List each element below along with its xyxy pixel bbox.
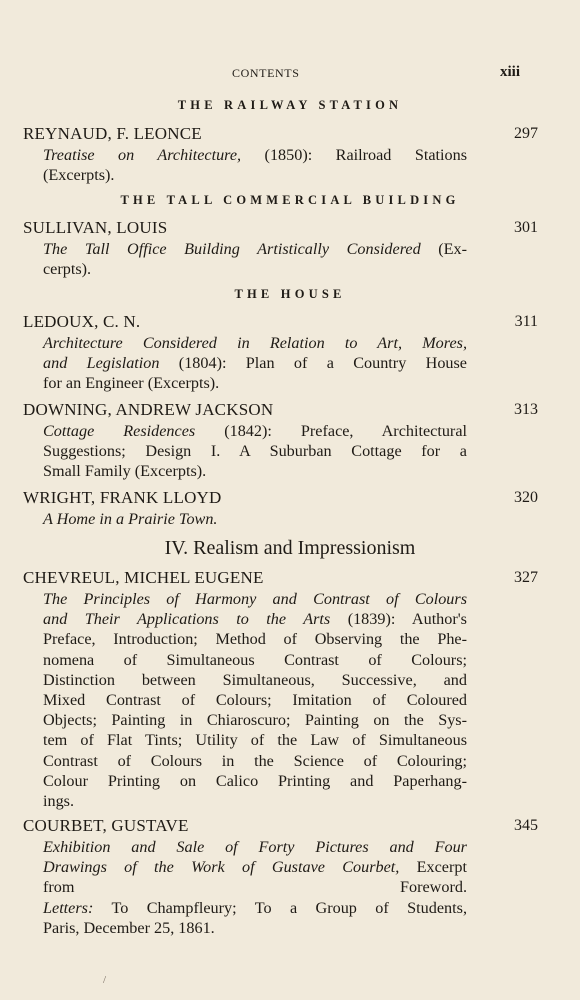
description-text: Colour Printing on Calico Printing and Paperhang- xyxy=(43,771,467,790)
description-text: To Champfleury; To a Group of Students, xyxy=(93,898,467,917)
entry-author: CHEVREUL, MICHEL EUGENE xyxy=(23,568,264,587)
entry-description xyxy=(43,333,467,394)
italic-title-text: Treatise on Architecture, xyxy=(43,146,242,164)
page-mark: / xyxy=(103,974,107,986)
description-line xyxy=(43,165,467,185)
entry-author: LEDOUX, C. N. xyxy=(23,312,141,331)
description-line xyxy=(43,259,467,279)
entry-description xyxy=(43,837,467,938)
description-text: (1839): Author's xyxy=(330,610,467,629)
entry-wright xyxy=(23,487,558,529)
italic-title-text: and Legislation xyxy=(43,354,160,373)
description-text: Mixed Contrast of Colours; Imitation of Coloured xyxy=(43,691,467,710)
entry-description xyxy=(43,239,467,279)
description-line xyxy=(43,353,467,373)
description-line xyxy=(43,509,467,529)
entry-author: SULLIVAN, LOUIS xyxy=(23,218,168,237)
description-text: Preface, Introduction; Method of Observing the Phe- xyxy=(43,630,467,649)
description-text: Suggestions; Design I. A Suburban Cottage for a xyxy=(43,442,467,461)
entry-sullivan xyxy=(23,217,558,279)
entry-author: REYNAUD, F. LEONCE xyxy=(23,124,202,143)
entry-author: WRIGHT, FRANK LLOYD xyxy=(23,488,222,507)
italic-title-text: Cottage Residences xyxy=(43,422,196,440)
entry-page-number: 297 xyxy=(514,125,538,142)
description-line xyxy=(43,441,467,461)
description-line xyxy=(43,771,467,791)
description-line xyxy=(43,690,467,710)
description-text: Small Family (Excerpts). xyxy=(43,462,207,481)
description-text: (1804): Plan of a Country House xyxy=(159,354,467,373)
italic-title-text: Architecture Considered in Relation to Art, Mores, xyxy=(43,334,467,352)
description-line xyxy=(43,837,467,857)
italic-title-text: A Home in a Prairie Town. xyxy=(43,510,218,528)
entry-page-number: 313 xyxy=(514,401,538,418)
entry-courbet xyxy=(23,815,558,938)
description-text: (1850): Railroad Stations xyxy=(241,146,468,164)
description-line xyxy=(43,461,467,481)
entry-author: DOWNING, ANDREW JACKSON xyxy=(23,400,274,419)
description-line xyxy=(43,898,467,918)
entry-chevreul xyxy=(23,567,558,811)
entry-reynaud xyxy=(23,123,558,185)
entry-description xyxy=(43,589,467,811)
description-text: Excerpt xyxy=(399,858,467,877)
description-text: (Ex- xyxy=(420,240,467,258)
description-line xyxy=(43,609,467,629)
description-line xyxy=(43,918,467,938)
italic-title-text: Drawings of the Work of Gustave Courbet, xyxy=(43,858,400,877)
section-heading-tall-commercial-building: THE TALL COMMERCIAL BUILDING xyxy=(120,193,460,207)
running-head-title: CONTENTS xyxy=(232,66,300,80)
description-line xyxy=(43,670,467,690)
part-heading-realism-impressionism: IV. Realism and Impressionism xyxy=(164,537,416,559)
description-line xyxy=(43,730,467,750)
description-text: Objects; Painting in Chiaroscuro; Painting on the Sys- xyxy=(43,711,467,730)
italic-title-text: The Tall Office Building Artistically Considered xyxy=(43,240,421,258)
description-line xyxy=(43,751,467,771)
description-line xyxy=(43,791,467,811)
description-line xyxy=(43,145,467,165)
description-line xyxy=(43,333,467,353)
description-line xyxy=(43,710,467,730)
entry-description xyxy=(43,421,467,482)
entry-page-number: 311 xyxy=(514,313,538,330)
running-head xyxy=(0,66,580,86)
description-text: for an Engineer (Excerpts). xyxy=(43,374,220,393)
entry-downing xyxy=(23,399,558,482)
description-line xyxy=(43,421,467,441)
entry-ledoux xyxy=(23,311,558,394)
entry-page-number: 320 xyxy=(514,489,538,506)
section-heading-house: THE HOUSE xyxy=(234,287,346,301)
entry-description xyxy=(43,145,467,185)
description-text: (Excerpts). xyxy=(43,166,115,185)
description-line xyxy=(43,589,467,609)
description-line xyxy=(43,239,467,259)
italic-title-text: Exhibition and Sale of Forty Pictures and Four xyxy=(43,838,467,856)
description-line xyxy=(43,877,467,897)
italic-title-text: The Principles of Harmony and Contrast of Colours xyxy=(43,590,467,608)
entry-page-number: 301 xyxy=(514,219,538,236)
description-text: Distinction between Simultaneous, Successive, and xyxy=(43,670,467,689)
section-heading-railway-station: THE RAILWAY STATION xyxy=(177,98,403,112)
running-head-page-number: xiii xyxy=(500,64,521,80)
entry-page-number: 345 xyxy=(514,817,538,834)
description-text: (1842): Preface, Architectural xyxy=(195,422,468,440)
entry-description xyxy=(43,509,467,529)
description-text: Paris, December 25, 1861. xyxy=(43,918,215,937)
description-line xyxy=(43,629,467,649)
description-text: nomena of Simultaneous Contrast of Colours; xyxy=(43,650,467,669)
description-line xyxy=(43,373,467,393)
description-text: from Foreword. xyxy=(43,878,467,897)
description-line xyxy=(43,650,467,670)
description-text: tem of Flat Tints; Utility of the Law of Simultaneous xyxy=(43,731,467,750)
entry-page-number: 327 xyxy=(514,569,538,586)
description-text: ings. xyxy=(43,792,75,811)
entry-author: COURBET, GUSTAVE xyxy=(23,816,189,835)
description-text: cerpts). xyxy=(43,260,92,279)
italic-title-text: Letters: xyxy=(43,898,94,917)
description-line xyxy=(43,857,467,877)
description-text: Contrast of Colours in the Science of Colouring; xyxy=(43,751,467,770)
italic-title-text: and Their Applications to the Arts xyxy=(43,610,331,629)
